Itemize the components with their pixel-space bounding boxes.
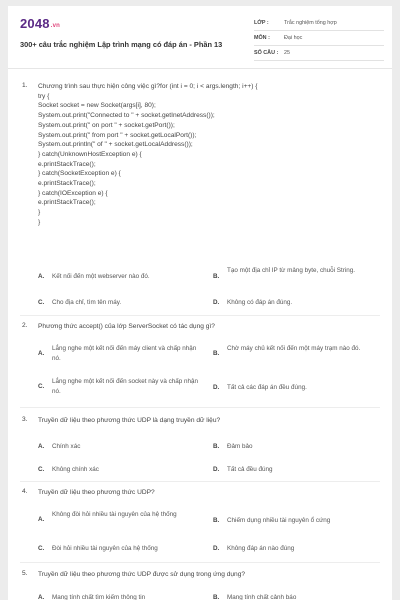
question-number: 3. — [22, 416, 28, 423]
code-line: System.out.print(" from port " + socket.getLocalPort()); — [38, 131, 197, 139]
site-logo[interactable] — [20, 16, 60, 31]
option-text: Chính xác — [52, 443, 81, 450]
question-number: 1. — [22, 82, 28, 89]
code-line: e.printStackTrace(); — [38, 199, 96, 207]
option-letter: B. — [213, 273, 220, 280]
code-line: try { — [38, 92, 50, 100]
header-divider — [8, 68, 392, 69]
option-letter: B. — [213, 517, 220, 524]
meta-row-count — [254, 46, 384, 61]
question-divider — [20, 315, 380, 316]
option-text: Lắng nghe một kết nối đến máy client và chấp nhận nó. — [52, 345, 197, 362]
meta-label: SỐ CÂU : — [254, 50, 279, 56]
meta-value: Trắc nghiệm tổng hợp — [284, 20, 337, 26]
meta-label: LỚP : — [254, 20, 269, 26]
code-line: Socket socket = new Socket(args[i], 80); — [38, 102, 156, 110]
option-text: Mang tính chất cảnh báo — [227, 594, 297, 600]
question-divider — [20, 562, 380, 563]
code-line: } — [38, 218, 41, 226]
option-text: Không chính xác — [52, 466, 99, 473]
code-line: } — [38, 209, 41, 217]
question-stem: Truyền dữ liệu theo phương thức UDP? — [38, 489, 155, 496]
meta-row-subject — [254, 31, 384, 46]
code-line: Chương trình sau thực hiện công việc gì?for (int i = 0; i < args.length; i++) { — [38, 83, 258, 90]
page-header — [8, 6, 392, 64]
code-line: System.out.print(" on port " + socket.getPort()); — [38, 121, 175, 129]
code-line: e.printStackTrace(); — [38, 180, 96, 188]
code-line: e.printStackTrace(); — [38, 160, 96, 168]
option-text: Lắng nghe một kết nối đến socket này và chấp nhận nó. — [52, 378, 198, 395]
option-letter: A. — [38, 443, 45, 450]
question-number: 4. — [22, 488, 28, 495]
meta-value: 25 — [284, 50, 290, 56]
option-letter: D. — [213, 299, 220, 306]
option-text: Tạo một địa chỉ IP từ mảng byte, chuỗi String. — [227, 267, 356, 274]
option-text: Tất cả các đáp án đều đúng. — [227, 384, 307, 391]
meta-label: MÔN : — [254, 35, 270, 41]
option-letter: B. — [213, 594, 220, 600]
option-letter: C. — [38, 466, 45, 473]
code-line: } catch(UnknownHostException e) { — [38, 150, 142, 158]
option-text: Đảm bảo — [227, 443, 253, 450]
option-letter: A. — [38, 350, 45, 357]
option-letter: A. — [38, 516, 45, 523]
option-letter: C. — [38, 299, 45, 306]
option-letter: B. — [213, 443, 220, 450]
option-letter: D. — [213, 545, 220, 552]
option-letter: D. — [213, 466, 220, 473]
code-line: } catch(IOException e) { — [38, 189, 108, 197]
question-number: 5. — [22, 570, 28, 577]
question-number: 2. — [22, 322, 28, 329]
logo-suffix: .vn — [50, 23, 61, 29]
option-letter: C. — [38, 383, 45, 390]
option-text: Không đòi hỏi nhiều tài nguyên của hệ thống — [52, 511, 177, 518]
meta-table — [254, 16, 384, 61]
option-text: Chờ máy chủ kết nối đến một máy trạm nào đó. — [227, 345, 361, 352]
meta-row-class — [254, 16, 384, 31]
option-letter: D. — [213, 384, 220, 391]
option-text: Cho địa chỉ, tìm tên máy. — [52, 299, 122, 306]
question-stem: Truyền dữ liệu theo phương thức UDP là dạng truyền dữ liệu? — [38, 417, 221, 424]
question-stem: Truyền dữ liệu theo phương thức UDP được sử dụng trong ứng dụng? — [38, 571, 246, 578]
code-line: System.out.print("Connected to " + socket.getInetAddress()); — [38, 112, 215, 120]
option-letter: A. — [38, 594, 45, 600]
option-text: Không có đáp án đúng. — [227, 299, 293, 306]
option-text: Chiếm dụng nhiều tài nguyên ổ cứng — [227, 517, 331, 524]
option-letter: B. — [213, 350, 220, 357]
question-stem — [38, 82, 378, 228]
option-text: Không đáp án nào đúng — [227, 545, 295, 552]
option-text: Đòi hỏi nhiều tài nguyên của hệ thống — [52, 545, 158, 552]
question-divider — [20, 407, 380, 408]
meta-value: Đại học — [284, 35, 303, 41]
option-letter: C. — [38, 545, 45, 552]
option-letter: A. — [38, 273, 45, 280]
option-text: Mang tính chất tìm kiếm thông tin — [52, 594, 146, 600]
option-text: Kết nối đến một webserver nào đó. — [52, 273, 150, 280]
option-text: Tất cả đều đúng — [227, 466, 273, 473]
document-title: 300+ câu trắc nghiệm Lập trình mạng có đáp án - Phần 13 — [20, 40, 223, 49]
question-stem: Phương thức accept() của lớp ServerSocket có tác dụng gì? — [38, 323, 215, 330]
code-line: } catch(SocketException e) { — [38, 170, 121, 178]
code-line: System.out.println(" of " + socket.getLocalAddress()); — [38, 141, 193, 149]
question-divider — [20, 481, 380, 482]
logo-text: 2048 — [20, 16, 50, 31]
worksheet-page — [8, 6, 392, 600]
